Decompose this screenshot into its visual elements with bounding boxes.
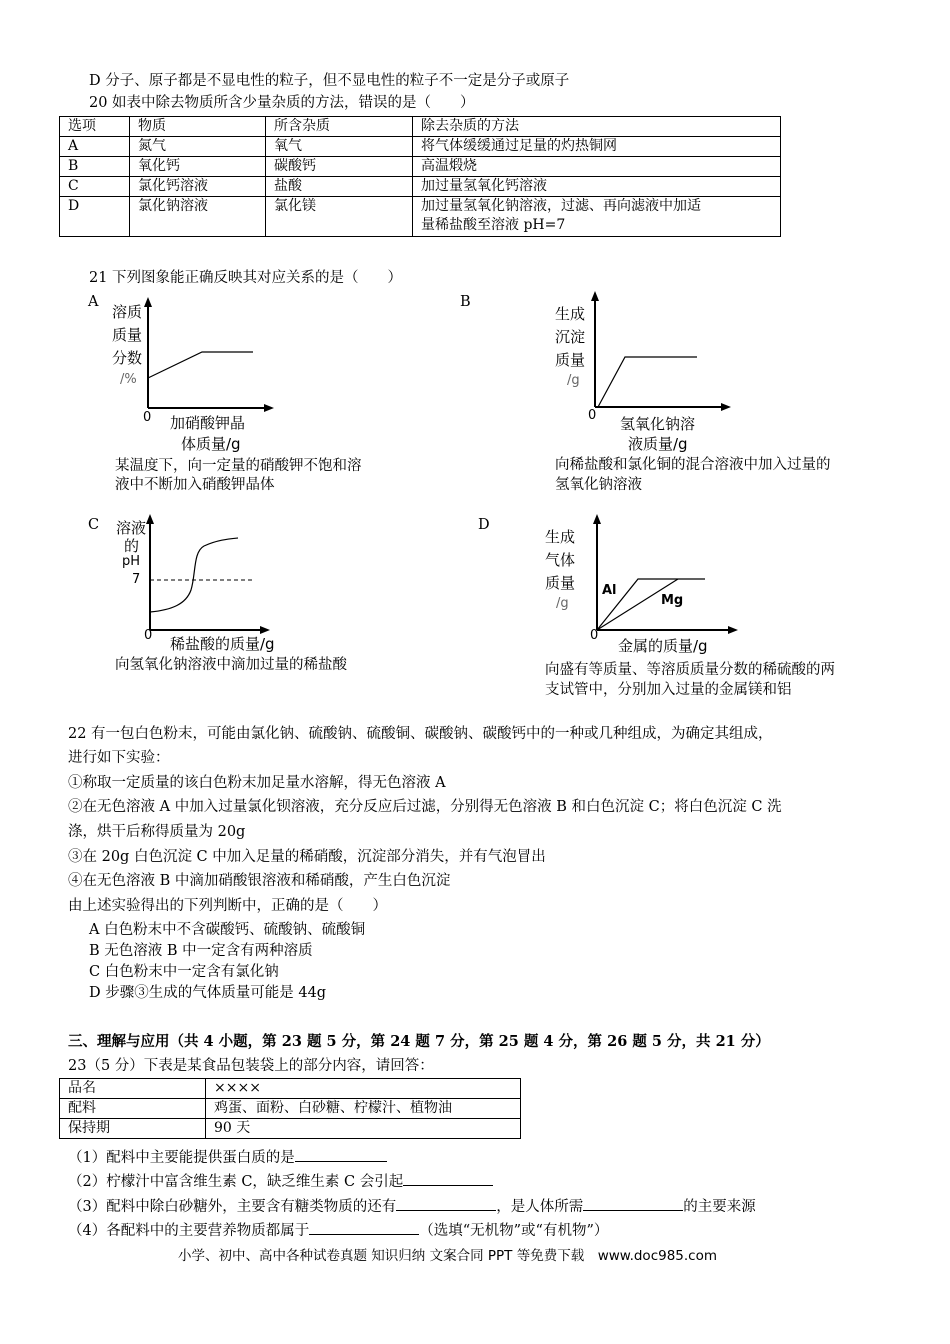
- graph-b-ylabel-3: 质量: [555, 351, 586, 369]
- table-header: 物质: [130, 117, 266, 137]
- table-header: 选项: [60, 117, 130, 137]
- graph-b-curve: [598, 357, 697, 407]
- q20-table: [59, 116, 781, 237]
- table-cell: C: [60, 177, 130, 197]
- q23-part-4: [68, 1219, 608, 1241]
- q23-table: [59, 1078, 521, 1139]
- graph-d-caption-2: 支试管中，分别加入过量的金属镁和铝: [545, 682, 792, 698]
- table-row: [60, 1099, 521, 1119]
- graph-d-letter: D: [478, 517, 490, 533]
- table-cell: B: [60, 157, 130, 177]
- table-cell: 90 天: [206, 1119, 521, 1139]
- table-cell: ××××: [206, 1079, 521, 1099]
- graph-d-x-arrow: [728, 626, 738, 634]
- graph-b-ylabel-2: 沉淀: [555, 328, 586, 346]
- table-row: [60, 177, 781, 197]
- q20-stem: 20 如表中除去物质所含少量杂质的方法，错误的是（ ）: [89, 95, 475, 111]
- table-cell: 氯化钠溶液: [130, 197, 266, 237]
- answer-blank[interactable]: [583, 1195, 683, 1211]
- q22-line-7: ④在无色溶液 B 中滴加硝酸银溶液和稀硝酸，产生白色沉淀: [68, 873, 451, 889]
- graph-a-ylabel-1: 溶质: [112, 303, 143, 321]
- graph-b-xlabel-1: 氢氧化钠溶: [620, 415, 696, 433]
- q23-part-2-text: （2）柠檬汁中富含维生素 C，缺乏维生素 C 会引起: [68, 1174, 404, 1190]
- graph-d: [590, 512, 740, 637]
- graph-c-letter: C: [88, 517, 100, 533]
- graph-b-caption-1: 向稀盐酸和氯化铜的混合溶液中加入过量的: [555, 457, 831, 473]
- q23-part-1: [68, 1146, 387, 1168]
- graph-d-y-arrow: [593, 514, 601, 524]
- section-3-title: 三、理解与应用（共 4 小题，第 23 题 5 分，第 24 题 7 分，第 25 题 4 分，第 26 题 5 分，共 21 分）: [68, 1033, 770, 1050]
- table-cell: 品名: [60, 1079, 206, 1099]
- table-row: [60, 1119, 521, 1139]
- page-footer: 小学、初中、高中各种试卷真题 知识归纳 文案合同 PPT 等免费下载 www.doc985.com: [178, 1248, 718, 1264]
- graph-c-origin: 0: [144, 628, 153, 643]
- graph-b-caption-2: 氢氧化钠溶液: [555, 477, 642, 493]
- q22-line-3: ①称取一定质量的该白色粉末加足量水溶解，得无色溶液 A: [68, 775, 446, 791]
- graph-c-ylabel-1: 溶液: [116, 519, 147, 537]
- graph-b-x-arrow: [721, 403, 731, 411]
- q23-part-4-text-b: （选填“无机物”或“有机物”）: [419, 1223, 609, 1239]
- table-cell: 将气体缓缓通过足量的灼热铜网: [413, 137, 781, 157]
- graph-d-ylabel-2: 气体: [545, 551, 576, 569]
- graph-d-ylabel-unit: /g: [556, 596, 569, 611]
- graph-a-x-arrow: [264, 404, 274, 412]
- graph-b-letter: B: [460, 294, 471, 310]
- graph-a-ylabel-unit: /%: [120, 372, 137, 387]
- q23-part-1-text: （1）配料中主要能提供蛋白质的是: [68, 1150, 295, 1166]
- q22-line-1: 22 有一包白色粉末，可能由氯化钠、硫酸钠、硫酸铜、碳酸钠、碳酸钙中的一种或几种组成，为确定其组成，: [68, 726, 773, 742]
- table-row: [60, 197, 781, 237]
- table-cell-line: 量稀盐酸至溶液 pH=7: [421, 217, 566, 233]
- graph-a-ylabel-2: 质量: [112, 326, 143, 344]
- q23-part-3-text-b: ，是人体所需: [496, 1199, 584, 1215]
- q22-option-d: D 步骤③生成的气体质量可能是 44g: [89, 985, 327, 1001]
- table-cell: 氮气: [130, 137, 266, 157]
- table-cell: 盐酸: [266, 177, 413, 197]
- graph-a-letter: A: [88, 294, 99, 310]
- table-row: [60, 137, 781, 157]
- q22-option-b: B 无色溶液 B 中一定含有两种溶质: [89, 943, 313, 959]
- table-cell: [413, 197, 781, 237]
- q22-option-a: A 白色粉末中不含碳酸钙、硫酸钠、硫酸铜: [89, 922, 366, 938]
- table-cell: 鸡蛋、面粉、白砂糖、柠檬汁、植物油: [206, 1099, 521, 1119]
- graph-d-ylabel-1: 生成: [545, 528, 576, 546]
- q22-line-5: 涤，烘干后称得质量为 20g: [68, 824, 246, 840]
- table-cell: 氯化镁: [266, 197, 413, 237]
- graph-a-ylabel-3: 分数: [112, 349, 143, 367]
- graph-d-ylabel-3: 质量: [545, 574, 576, 592]
- graph-d-mg-label: Mg: [661, 593, 684, 608]
- table-row: [60, 157, 781, 177]
- q23-part-4-text-a: （4）各配料中的主要营养物质都属于: [68, 1223, 310, 1239]
- graph-a-y-arrow: [144, 297, 152, 307]
- q22-line-2: 进行如下实验：: [68, 750, 170, 766]
- graph-a-caption-2: 液中不断加入硝酸钾晶体: [115, 477, 275, 493]
- graph-c-ylabel-3: pH: [122, 554, 141, 569]
- graph-a-curve: [148, 352, 253, 378]
- graph-c-curve: [150, 538, 238, 612]
- graph-a-xlabel-1: 加硝酸钾晶: [170, 414, 246, 432]
- graph-d-origin: 0: [590, 628, 599, 643]
- graph-a-origin: 0: [143, 410, 152, 425]
- q22-option-c: C 白色粉末中一定含有氯化钠: [89, 964, 279, 980]
- graph-b-origin: 0: [588, 408, 597, 423]
- graph-d-al-label: Al: [602, 583, 617, 598]
- q22-line-8: 由上述实验得出的下列判断中，正确的是（ ）: [68, 898, 387, 914]
- q23-part-3-text-c: 的主要来源: [683, 1199, 756, 1215]
- graph-c-tick-7: 7: [132, 572, 141, 587]
- table-header: 除去杂质的方法: [413, 117, 781, 137]
- table-cell: 碳酸钙: [266, 157, 413, 177]
- q23-stem: 23（5 分）下表是某食品包装袋上的部分内容，请回答：: [68, 1058, 434, 1074]
- table-cell: 配料: [60, 1099, 206, 1119]
- graph-b-y-arrow: [591, 291, 599, 301]
- graph-a-xlabel-2: 体质量/g: [181, 435, 241, 453]
- graph-d-xlabel: 金属的质量/g: [618, 637, 708, 655]
- table-header: 所含杂质: [266, 117, 413, 137]
- table-cell: 氯化钙溶液: [130, 177, 266, 197]
- q22-line-6: ③在 20g 白色沉淀 C 中加入足量的稀硝酸，沉淀部分消失，并有气泡冒出: [68, 849, 546, 865]
- table-row: [60, 1079, 521, 1099]
- graph-a-caption-1: 某温度下，向一定量的硝酸钾不饱和溶: [115, 458, 362, 474]
- graph-c-ylabel-2: 的: [124, 537, 140, 555]
- table-cell: 保持期: [60, 1119, 206, 1139]
- graph-c-caption-1: 向氢氧化钠溶液中滴加过量的稀盐酸: [115, 657, 347, 673]
- graph-c: [142, 512, 272, 637]
- answer-blank[interactable]: [403, 1170, 493, 1186]
- table-cell-line: 加过量氢氧化钠溶液，过滤、再向滤液中加适: [421, 198, 701, 214]
- graph-d-caption-1: 向盛有等质量、等溶质质量分数的稀硫酸的两: [545, 662, 835, 678]
- answer-blank[interactable]: [396, 1195, 496, 1211]
- graph-b: [588, 289, 733, 414]
- graph-c-y-arrow: [146, 514, 154, 524]
- graph-c-x-arrow: [260, 626, 270, 634]
- q22-line-4: ②在无色溶液 A 中加入过量氯化钡溶液，充分反应后过滤，分别得无色溶液 B 和白色沉淀 C；将白色沉淀 C 洗: [68, 799, 782, 815]
- table-cell: A: [60, 137, 130, 157]
- graph-b-ylabel-unit: /g: [567, 373, 580, 388]
- table-cell: 高温煅烧: [413, 157, 781, 177]
- graph-b-xlabel-2: 液质量/g: [628, 435, 688, 453]
- table-cell: 氧气: [266, 137, 413, 157]
- q23-part-2: [68, 1170, 493, 1192]
- graph-a: [140, 295, 275, 415]
- q23-part-3-text-a: （3）配料中除白砂糖外，主要含有糖类物质的还有: [68, 1199, 397, 1215]
- graph-c-xlabel: 稀盐酸的质量/g: [170, 635, 275, 653]
- table-row: [60, 117, 781, 137]
- q21-stem: 21 下列图象能正确反映其对应关系的是（ ）: [89, 270, 403, 286]
- answer-blank[interactable]: [309, 1219, 419, 1235]
- table-cell: 氧化钙: [130, 157, 266, 177]
- answer-blank[interactable]: [295, 1146, 387, 1162]
- q19-option-d: D 分子、原子都是不显电性的粒子，但不显电性的粒子不一定是分子或原子: [89, 73, 570, 89]
- table-cell: D: [60, 197, 130, 237]
- q23-part-3: [68, 1195, 756, 1217]
- graph-b-ylabel-1: 生成: [555, 305, 586, 323]
- table-cell: 加过量氢氧化钙溶液: [413, 177, 781, 197]
